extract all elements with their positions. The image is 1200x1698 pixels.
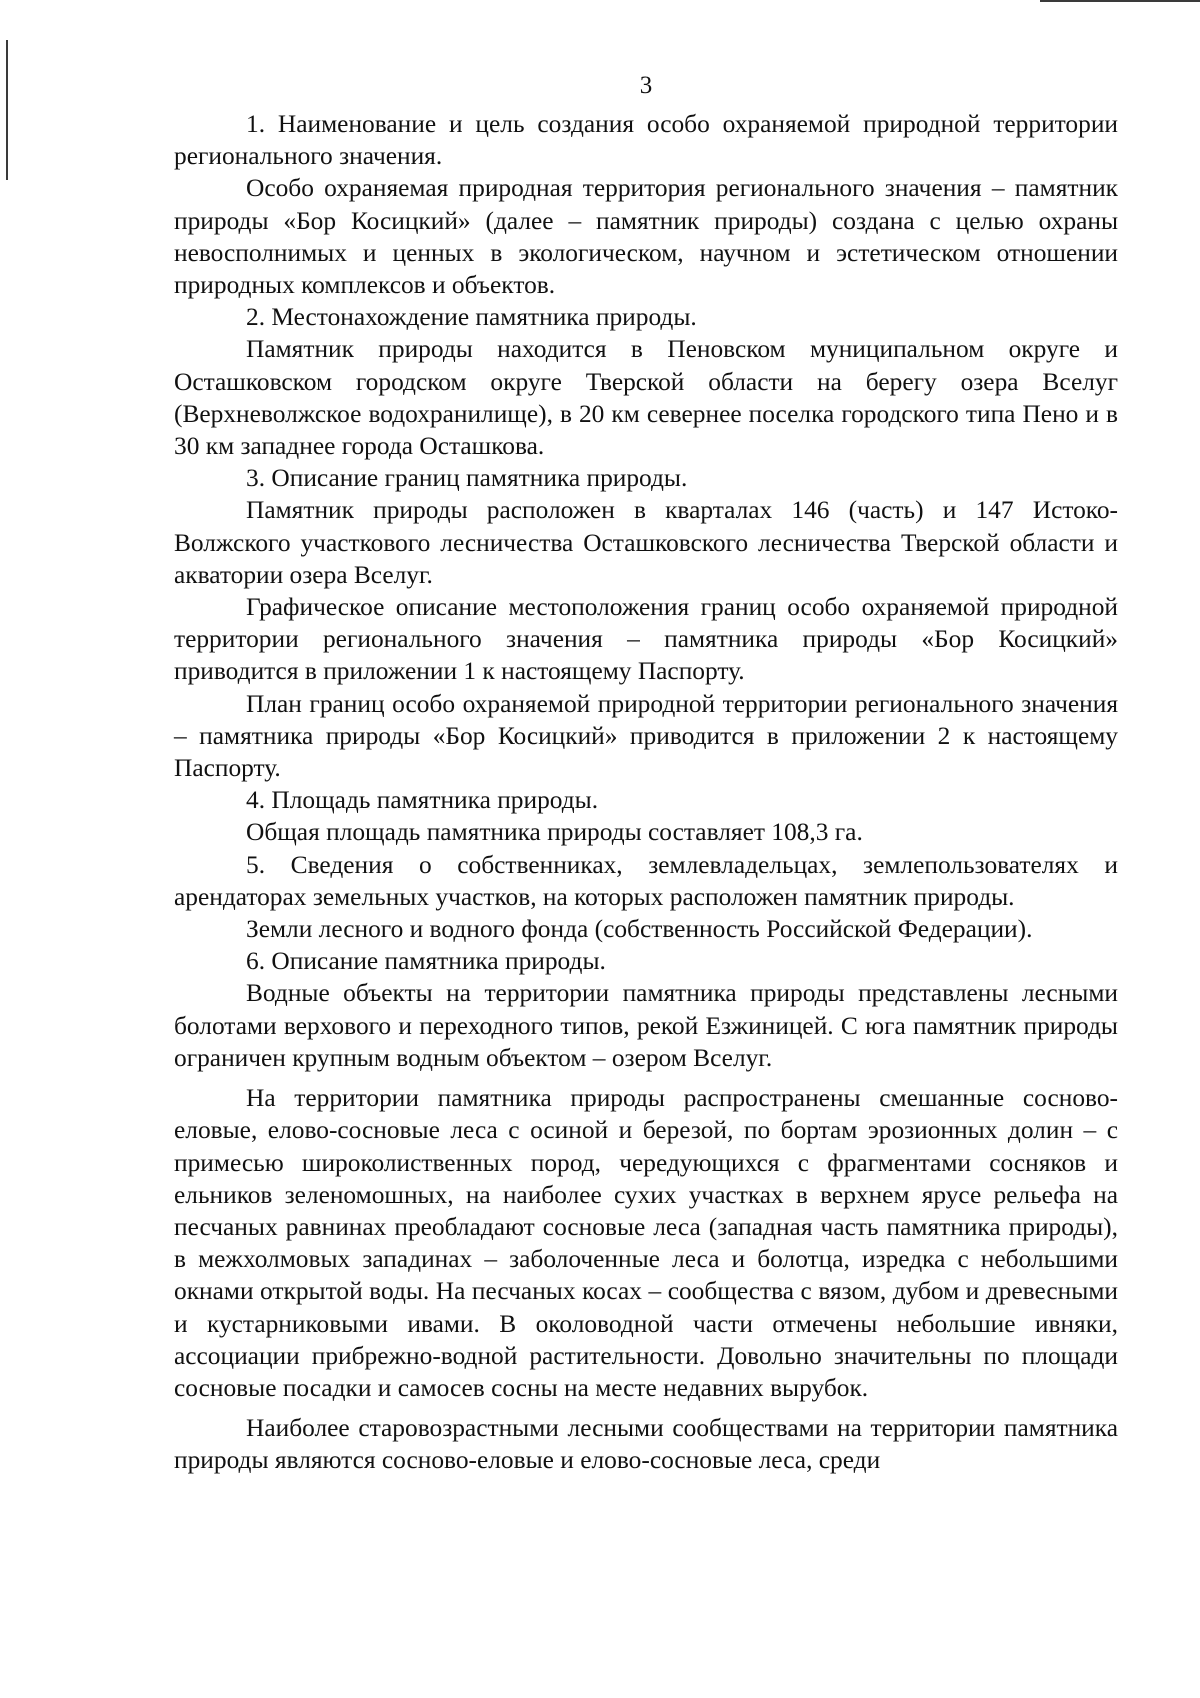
section-3-text: Памятник природы расположен в кварталах 146 (часть) и 147 Истоко-Волжского участкового лесничества Осташковского лесничества Тверской области и акватории озера Вселуг. [174, 496, 1118, 589]
section-3-boundary-plan: План границ особо охраняемой природной территории регионального значения – памятника природы «Бор Косицкий» приводится в приложении 2 к настоящему Паспорту. [174, 689, 1118, 783]
section-6-vegetation: На территории памятника природы распространены смешанные сосново-еловые, елово-сосновые леса с осиной и березой, по бортам эрозионных долин – с примесью широколиственных пород, чередующихся с фрагментами сосняков и ельников зеленомошных, на наиболее сухих участках в верхнем ярусе рельефа на песчаных равнинах преобладают сосновые леса (западная часть памятника природы), в межхолмовых западинах – заболоченные леса и болотца, изредка с небольшими окнами открытой воды. На песчаных косах – сообщества с вязом, дубом и древесными и кустарниковыми ивами. В околоводной части отмечены небольшие ивняки, ассоциации прибрежно-водной растительности. Довольно значительны по площади сосновые посадки и самосев сосны на месте недавних вырубок. [174, 1084, 1118, 1402]
section-5-heading: 5. Сведения о собственниках, землевладельцах, землепользователях и арендаторах земельных участков, на которых расположен памятник природы. [174, 850, 1118, 911]
scan-edge-left [6, 40, 8, 180]
section-1-text: Особо охраняемая природная территория регионального значения – памятник природы «Бор Косицкий» (далее – памятник природы) создана с целью охраны невосполнимых и ценных в экологическом, научном и эстетическом отношении природных комплексов и объектов. [174, 174, 1118, 300]
section-6-old-growth: Наиболее старовозрастными лесными сообществами на территории памятника природы являются сосново-еловые и елово-сосновые леса, среди [174, 1414, 1118, 1475]
section-4-heading: 4. Площадь памятника природы. [246, 786, 599, 815]
section-3-heading: 3. Описание границ памятника природы. [246, 464, 688, 493]
scan-edge-top [1040, 0, 1200, 2]
section-3-graphic-description: Графическое описание местоположения границ особо охраняемой природной территории регионального значения – памятника природы «Бор Косицкий» приводится в приложении 1 к настоящему Паспорту. [174, 593, 1118, 686]
section-2-heading: 2. Местонахождение памятника природы. [246, 303, 697, 332]
document-page [174, 70, 1118, 1477]
section-1-heading: 1. Наименование и цель создания особо охраняемой природной территории регионального значения. [174, 110, 1118, 171]
section-6-heading: 6. Описание памятника природы. [246, 947, 606, 976]
section-2-text: Памятник природы находится в Пеновском муниципальном округе и Осташковском городском округе Тверской области на берегу озера Вселуг (Верхневолжское водохранилище), в 20 км севернее поселка городского типа Пено и в 30 км западнее города Осташкова. [174, 335, 1118, 461]
section-4-text: Общая площадь памятника природы составляет 108,3 га. [246, 818, 863, 847]
section-6-water-objects: Водные объекты на территории памятника природы представлены лесными болотами верхового и переходного типов, рекой Езжиницей. С юга памятник природы ограничен крупным водным объектом – озером Вселуг. [174, 979, 1118, 1072]
section-5-text: Земли лесного и водного фонда (собственность Российской Федерации). [246, 915, 1033, 944]
page-number: 3 [639, 72, 653, 99]
